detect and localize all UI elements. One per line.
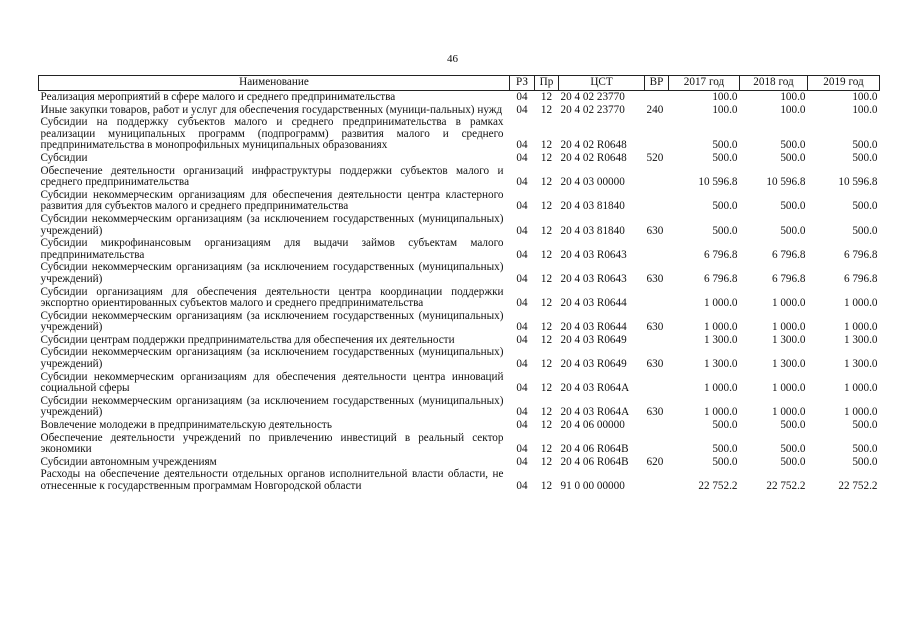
cell-pr: 12	[540, 480, 553, 492]
cell-cst: 20 4 03 R064A	[560, 382, 630, 395]
cell-2017: 1 000.0	[703, 382, 738, 395]
table-row	[39, 456, 880, 469]
cell-2018: 500.0	[780, 419, 806, 432]
column-header-2018: 2018 год	[740, 76, 808, 91]
cell-2017: 1 000.0	[703, 321, 738, 334]
cell-2018: 1 000.0	[771, 297, 806, 310]
cell-pr: 12	[540, 321, 553, 334]
cell-2019: 1 000.0	[843, 382, 878, 395]
cell-cst: 20 4 02 23770	[560, 91, 625, 103]
cell-2017: 6 796.8	[703, 272, 738, 285]
cell-2018: 1 000.0	[771, 406, 806, 419]
cell-2017: 500.0	[712, 151, 738, 164]
cell-cst: 20 4 03 81840	[560, 200, 625, 213]
cell-cst: 20 4 03 R0643	[560, 248, 627, 261]
table-row	[39, 432, 880, 456]
table-row	[39, 104, 880, 117]
cell-cst: 20 4 03 R0644	[560, 321, 627, 334]
cell-2017: 500.0	[712, 419, 738, 432]
cell-rz: 04	[516, 151, 528, 164]
cell-name: Субсидии некоммерческим организациям (за исключением государственных (муниципальных) учреждений)	[40, 309, 504, 334]
cell-rz: 04	[516, 321, 528, 334]
cell-rz: 04	[516, 248, 528, 261]
table-row	[39, 419, 880, 432]
cell-name: Обеспечение деятельности учреждений по привлечению инвестиций в реальный сектор экономики	[40, 431, 504, 456]
cell-2019: 1 000.0	[843, 321, 878, 334]
cell-2018: 1 300.0	[771, 333, 806, 346]
cell-rz: 04	[516, 176, 528, 189]
cell-vr	[645, 91, 669, 104]
cell-pr: 12	[540, 224, 553, 237]
cell-2017: 10 596.8	[698, 176, 738, 189]
table-row	[39, 261, 880, 285]
cell-2018: 500.0	[780, 224, 806, 237]
cell-2017: 100.0	[712, 91, 738, 103]
cell-cst: 20 4 03 R0649	[560, 333, 627, 346]
cell-2019: 500.0	[852, 419, 878, 432]
cell-vr	[645, 371, 669, 395]
table-row	[39, 468, 880, 492]
cell-vr: 520	[646, 151, 664, 164]
cell-vr	[645, 468, 669, 492]
cell-pr: 12	[540, 91, 553, 103]
column-header-2017: 2017 год	[669, 76, 740, 91]
cell-name: Расходы на обеспечение деятельности отдельных органов исполнительной власти области, не отнесенные к государственным программам Новгородской области	[40, 468, 504, 492]
table-row	[39, 91, 880, 104]
table-row	[39, 116, 880, 152]
cell-cst: 20 4 06 R064B	[560, 443, 629, 456]
cell-2017: 1 000.0	[703, 297, 738, 310]
cell-name: Реализация мероприятий в сфере малого и среднего предпринимательства	[40, 91, 396, 103]
table-body	[39, 91, 880, 493]
cell-pr: 12	[540, 200, 553, 213]
cell-vr: 630	[646, 321, 664, 334]
cell-2019: 500.0	[852, 455, 878, 468]
column-header-vr: ВР	[645, 76, 669, 91]
cell-rz: 04	[516, 200, 528, 213]
column-header-cst: ЦСТ	[559, 76, 645, 91]
cell-rz: 04	[516, 297, 528, 310]
table-row	[39, 165, 880, 189]
cell-2019: 22 752.2	[838, 480, 878, 492]
budget-table	[38, 75, 880, 493]
cell-name: Обеспечение деятельности организаций инфраструктуры поддержки субъектов малого и среднего предпринимательства	[40, 164, 504, 189]
cell-vr	[645, 286, 669, 310]
cell-2018: 1 300.0	[771, 358, 806, 371]
cell-cst: 20 4 03 R0644	[560, 297, 627, 310]
table-row	[39, 371, 880, 395]
cell-vr	[645, 334, 669, 347]
cell-pr: 12	[540, 406, 553, 419]
cell-rz: 04	[516, 480, 528, 492]
cell-pr: 12	[540, 248, 553, 261]
cell-2017: 500.0	[712, 224, 738, 237]
cell-2018: 500.0	[780, 443, 806, 456]
cell-vr: 630	[646, 358, 664, 371]
cell-2017: 1 300.0	[703, 333, 738, 346]
cell-2018: 100.0	[780, 91, 806, 103]
cell-cst: 20 4 03 00000	[560, 176, 625, 189]
cell-vr: 630	[646, 406, 664, 419]
cell-rz: 04	[516, 382, 528, 395]
cell-name: Иные закупки товаров, работ и услуг для обеспечения государственных (муници-пальных) нужд	[40, 103, 503, 116]
cell-2017: 1 300.0	[703, 358, 738, 371]
table-row	[39, 286, 880, 310]
cell-pr: 12	[540, 151, 553, 164]
cell-name: Субсидии организациям для обеспечения деятельности центра координации поддержки экспортно ориентированных субъектов малого и среднего предпринимательства	[40, 285, 504, 310]
table-row	[39, 334, 880, 347]
cell-2019: 10 596.8	[838, 176, 878, 189]
table-row	[39, 237, 880, 261]
cell-cst: 20 4 03 R0643	[560, 272, 627, 285]
cell-2018: 500.0	[780, 455, 806, 468]
cell-pr: 12	[540, 272, 553, 285]
cell-vr	[645, 419, 669, 432]
cell-name: Субсидии	[40, 151, 88, 164]
cell-2019: 1 000.0	[843, 406, 878, 419]
cell-name: Субсидии некоммерческим организациям (за исключением государственных (муниципальных) учреждений)	[40, 346, 504, 371]
cell-vr	[645, 237, 669, 261]
cell-vr: 240	[646, 103, 664, 116]
table-row	[39, 310, 880, 334]
cell-rz: 04	[516, 272, 528, 285]
cell-vr	[645, 432, 669, 456]
cell-rz: 04	[516, 443, 528, 456]
cell-2017: 22 752.2	[698, 480, 738, 492]
cell-cst: 20 4 03 81840	[560, 224, 625, 237]
cell-2017: 100.0	[712, 103, 738, 116]
cell-2019: 6 796.8	[843, 272, 878, 285]
table-row	[39, 346, 880, 370]
cell-2018: 1 000.0	[771, 382, 806, 395]
cell-2018: 500.0	[780, 200, 806, 213]
cell-pr: 12	[540, 333, 553, 346]
cell-name: Субсидии некоммерческим организациям для обеспечения деятельности центра инноваций социальной сферы	[40, 370, 504, 395]
cell-2019: 500.0	[852, 151, 878, 164]
cell-2017: 500.0	[712, 200, 738, 213]
column-header-pr: Пр	[535, 76, 559, 91]
cell-rz: 04	[516, 419, 528, 432]
cell-name: Субсидии некоммерческим организациям для обеспечения деятельности центра кластерного развития для субъектов малого и среднего предпринимательства	[40, 188, 504, 213]
cell-rz: 04	[516, 406, 528, 419]
cell-vr: 630	[646, 224, 664, 237]
cell-2017: 500.0	[712, 139, 738, 152]
column-header-name: Наименование	[39, 76, 510, 91]
cell-2019: 1 300.0	[843, 333, 878, 346]
cell-name: Субсидии некоммерческим организациям (за исключением государственных (муниципальных) учреждений)	[40, 261, 504, 285]
cell-2017: 500.0	[712, 455, 738, 468]
cell-cst: 20 4 06 00000	[560, 419, 625, 432]
cell-pr: 12	[540, 443, 553, 456]
cell-2018: 100.0	[780, 103, 806, 116]
cell-vr	[645, 165, 669, 189]
table-row	[39, 189, 880, 213]
cell-2017: 6 796.8	[703, 248, 738, 261]
cell-2019: 500.0	[852, 200, 878, 213]
column-header-rz: РЗ	[510, 76, 535, 91]
cell-cst: 91 0 00 00000	[560, 480, 625, 492]
cell-vr	[645, 116, 669, 152]
cell-2019: 1 000.0	[843, 297, 878, 310]
cell-rz: 04	[516, 333, 528, 346]
cell-2018: 1 000.0	[771, 321, 806, 334]
cell-name: Субсидии центрам поддержки предпринимательства для обеспечения их деятельности	[40, 333, 455, 346]
cell-pr: 12	[540, 358, 553, 371]
cell-name: Субсидии некоммерческим организациям (за исключением государственных (муниципальных) учреждений)	[40, 394, 504, 419]
cell-rz: 04	[516, 358, 528, 371]
table-header-row	[39, 76, 880, 91]
cell-pr: 12	[540, 103, 553, 116]
cell-name: Субсидии автономным учреждениям	[40, 455, 217, 468]
table-row	[39, 395, 880, 419]
cell-2019: 500.0	[852, 224, 878, 237]
cell-pr: 12	[540, 176, 553, 189]
cell-cst: 20 4 03 R064A	[560, 406, 630, 419]
cell-2018: 500.0	[780, 139, 806, 152]
cell-cst: 20 4 06 R064B	[560, 455, 629, 468]
cell-cst: 20 4 02 23770	[560, 103, 625, 116]
cell-name: Субсидии некоммерческим организациям (за исключением государственных (муниципальных) учреждений)	[40, 212, 504, 237]
cell-rz: 04	[516, 139, 528, 152]
cell-pr: 12	[540, 297, 553, 310]
cell-vr: 620	[646, 455, 664, 468]
cell-name: Субсидии микрофинансовым организациям для выдачи займов субъектам малого предпринимательства	[40, 237, 504, 261]
cell-name: Вовлечение молодежи в предпринимательскую деятельность	[40, 419, 332, 432]
cell-rz: 04	[516, 455, 528, 468]
cell-2019: 6 796.8	[843, 248, 878, 261]
cell-vr	[645, 189, 669, 213]
cell-pr: 12	[540, 455, 553, 468]
column-header-2019: 2019 год	[808, 76, 880, 91]
cell-name: Субсидии на поддержку субъектов малого и среднего предпринимательства в рамках реализации муниципальных программ (подпрограмм) развития малого и среднего предпринимательства в монопрофильных муниципальных образованиях	[40, 116, 504, 152]
cell-vr: 630	[646, 272, 664, 285]
cell-2019: 500.0	[852, 443, 878, 456]
cell-2018: 500.0	[780, 151, 806, 164]
cell-2018: 22 752.2	[766, 480, 806, 492]
cell-2017: 1 000.0	[703, 406, 738, 419]
cell-2018: 6 796.8	[771, 272, 806, 285]
cell-2018: 6 796.8	[771, 248, 806, 261]
cell-2017: 500.0	[712, 443, 738, 456]
cell-cst: 20 4 03 R0649	[560, 358, 627, 371]
cell-pr: 12	[540, 139, 553, 152]
cell-2019: 500.0	[852, 139, 878, 152]
cell-rz: 04	[516, 224, 528, 237]
cell-cst: 20 4 02 R0648	[560, 151, 627, 164]
cell-2019: 100.0	[852, 91, 878, 103]
cell-2019: 100.0	[852, 103, 878, 116]
cell-pr: 12	[540, 419, 553, 432]
cell-rz: 04	[516, 91, 528, 103]
cell-2018: 10 596.8	[766, 176, 806, 189]
table-row	[39, 152, 880, 165]
cell-2019: 1 300.0	[843, 358, 878, 371]
table-row	[39, 213, 880, 237]
cell-rz: 04	[516, 103, 528, 116]
page-number: 46	[447, 53, 458, 65]
cell-cst: 20 4 02 R0648	[560, 139, 627, 152]
cell-pr: 12	[540, 382, 553, 395]
